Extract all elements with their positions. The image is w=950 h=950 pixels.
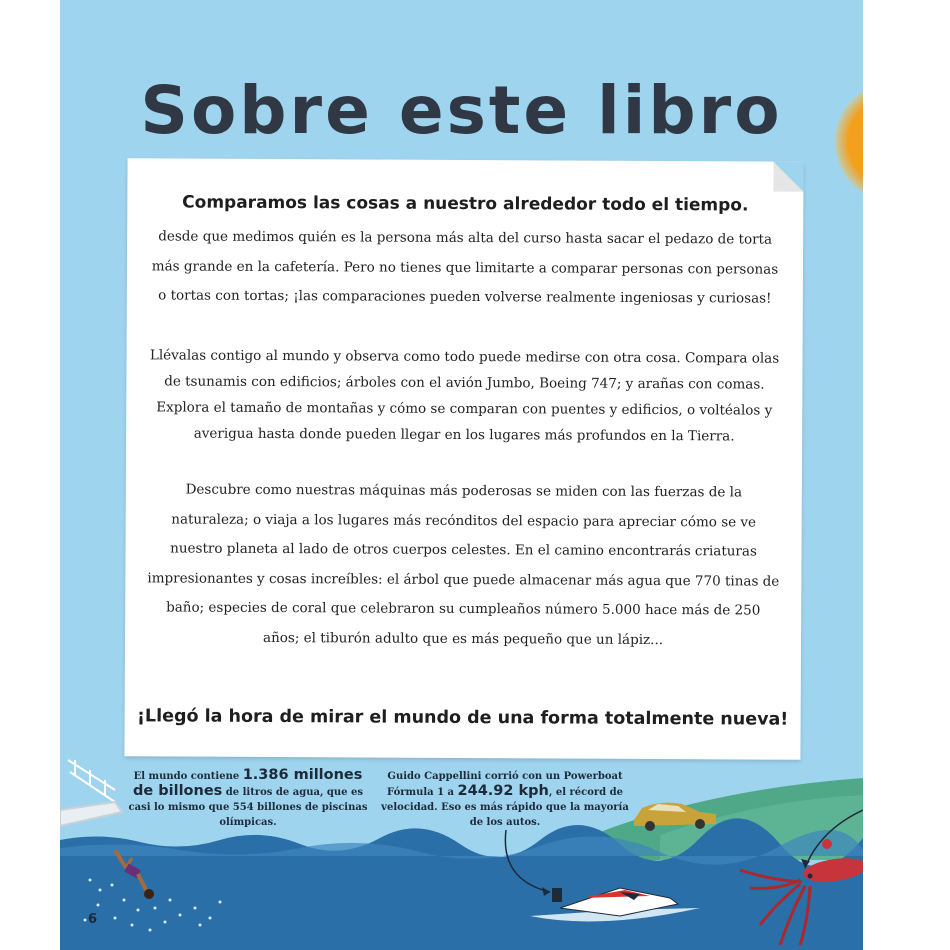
page-number: 6 [88,912,98,927]
diving-board-illustration [60,760,122,826]
book-page [60,0,863,950]
water-fact-highlight: 1.386 millones de billones [132,767,363,799]
boat-fact-note [380,769,630,830]
ball-icon [822,839,832,849]
boat-fact-highlight: 244.92 kph [457,783,549,799]
text-card [124,158,803,760]
boat-fact-suffix: , el récord de velocidad. Eso es más rápido que la mayoría de los autos. [381,787,629,828]
water-fact-suffix: de litros de agua, que es casi lo mismo que 554 billones de piscinas olímpicas. [128,787,368,828]
paragraph-1: desde que medimos quién es la persona más alta del curso hasta sacar el pedazo de torta más grande en la cafetería. Pero no tienes que limitarte a comparar personas con personas o tortas con tortas; ¡las comparaciones pueden volverse realmente ingeniosas y curiosas! [151,228,779,307]
boat-fact-prefix: Guido Cappellini corrió con un Powerboat Fórmula 1 a [387,771,623,798]
water-fact-prefix: El mundo contiene [133,771,243,782]
paragraph-2: Llévalas contigo al mundo y observa como todo puede medirse con otra cosa. Compara olas de tsunamis con edificios; árboles con el avión Jumbo, Boeing 747; y arañas con comas. Explora el tamaño de montañas y cómo se comparan con puentes y edificios, o voltéalos y averigua hasta donde pueden llegar en los lugares más profundos en la Tierra. [149,347,780,445]
paragraph-3: Descubre como nuestras máquinas más poderosas se miden con las fuerzas de la naturaleza; o viaja a los lugares más recónditos del espacio para apreciar cómo se ve nuestro planeta al lado de otros cuerpos celestes. En el camino encontrarás criaturas impresionantes y cosas increíbles: el árbol que puede almacenar más agua que 770 tinas de baño; especies de coral que celebraron su cumpleaños número 5.000 hace más de 250 años; el tiburón adulto que es más pequeño que un lápiz... [147,481,780,648]
sea-water [60,818,863,950]
folded-corner [773,162,803,192]
squid-eye [808,874,813,879]
lead-sentence: Comparamos las cosas a nuestro alrededor todo el tiempo. [182,192,749,216]
water-fact-note [128,768,368,830]
page-title: Sobre este libro [140,72,783,149]
closing-sentence: ¡Llegó la hora de mirar el mundo de una forma totalmente nueva! [136,706,789,730]
